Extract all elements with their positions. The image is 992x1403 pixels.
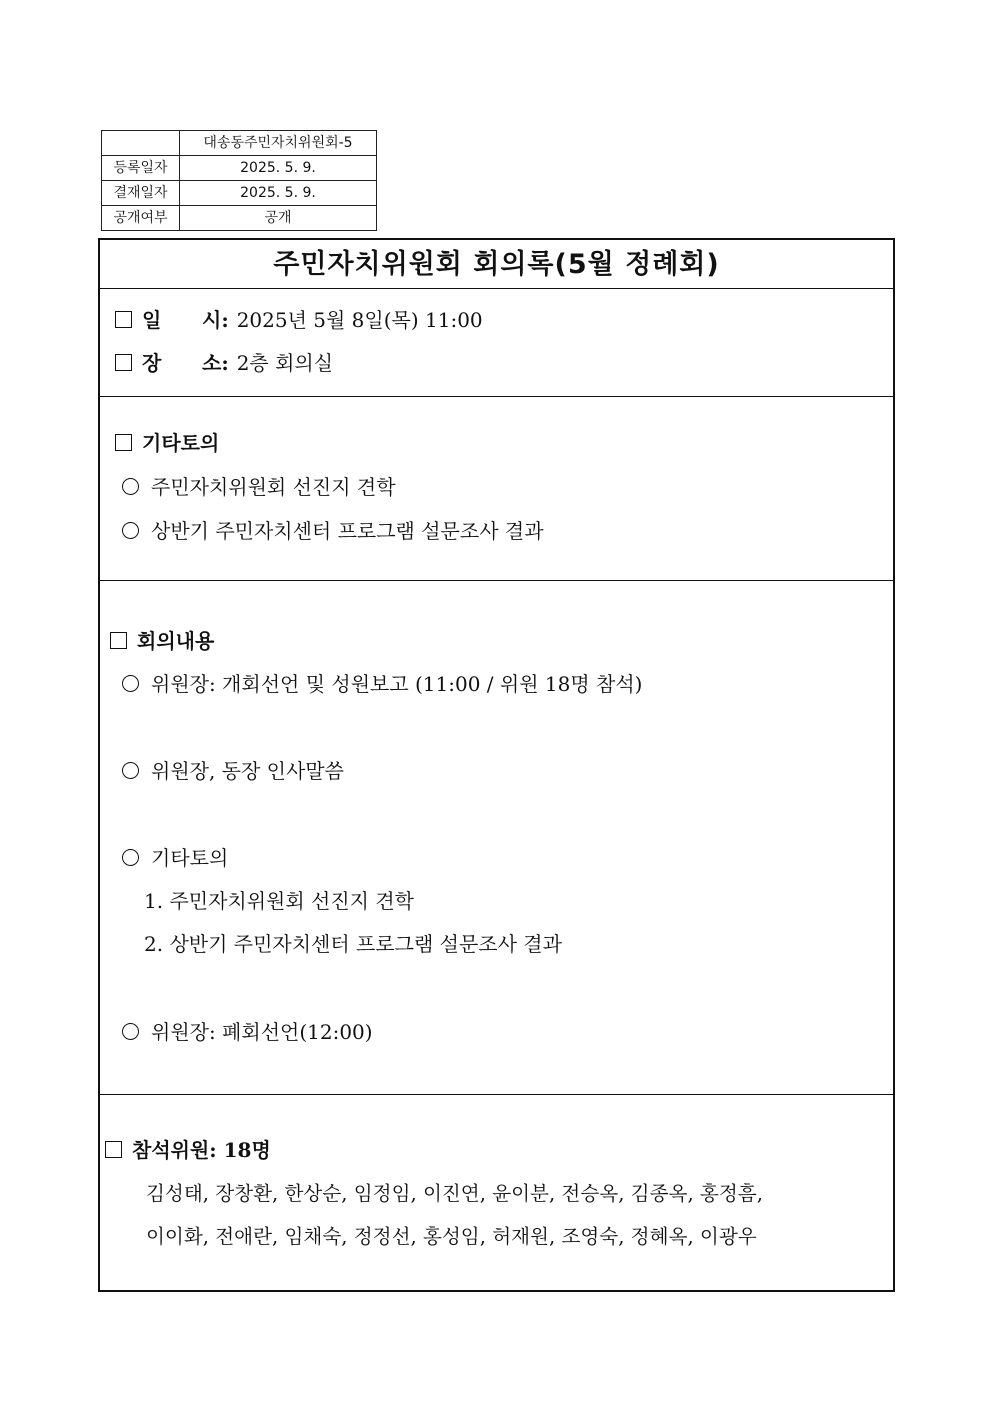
minutes-document [98,238,895,1292]
meeting-sub-item: 2. 상반기 주민자치센터 프로그램 설문조사 결과 [144,932,562,956]
meeting-item-greeting-text: 위원장, 동장 인사말씀 [151,759,344,783]
checkbox-square-icon [115,434,132,451]
disclosure-row [102,206,377,231]
document-title: 주민자치위원회 회의록(5월 정례회) [100,240,893,289]
datetime-line [115,307,483,333]
schedule-section [100,289,893,397]
other-topics-section [100,397,893,581]
attendees-names-line-2: 이이화, 전애란, 임채숙, 정정선, 홍성임, 허재원, 조영숙, 정혜옥, 이광우 [146,1225,757,1248]
other-topic-item [122,474,396,500]
meeting-content-section [100,581,893,1095]
place-line [115,350,333,376]
meeting-item-opening [122,671,642,697]
place-value: 2층 회의실 [236,351,334,375]
place-label-2: 소: [202,351,229,375]
meeting-item-opening-text: 위원장: 개회선언 및 성원보고 (11:00 / 위원 18명 참석) [151,672,643,696]
other-topics-heading-text: 기타토의 [142,431,220,455]
meeting-sub-item: 1. 주민자치위원회 선진지 견학 [144,889,414,913]
meeting-item-other-topics-text: 기타토의 [151,846,229,870]
circle-bullet-icon [122,1023,139,1040]
doc-id-label-cell [102,131,180,156]
attendees-section [100,1095,893,1290]
other-topic-item-text: 주민자치위원회 선진지 견학 [151,475,396,499]
checkbox-square-icon [115,311,132,328]
meeting-content-heading [110,628,214,654]
circle-bullet-icon [122,478,139,495]
doc-id-row [102,131,377,156]
datetime-label-2: 시: [202,308,229,332]
disclosure-value: 공개 [180,206,377,231]
doc-id-value: 대송동주민자치위원회-5 [180,131,377,156]
circle-bullet-icon [122,762,139,779]
registration-date-label: 등록일자 [102,156,180,181]
attendees-heading-text: 참석위원: 18명 [132,1138,271,1162]
meeting-item-other-topics [122,845,228,871]
other-topic-item-text: 상반기 주민자치센터 프로그램 설문조사 결과 [151,519,544,543]
attendees-names-line-1: 김성태, 장창환, 한상순, 임정임, 이진연, 윤이분, 전승옥, 김종옥, 홍정흠, [146,1182,763,1205]
checkbox-square-icon [115,354,132,371]
meeting-content-heading-text: 회의내용 [137,629,215,653]
place-label-1: 장 [142,351,162,375]
datetime-value: 2025년 5월 8일(목) 11:00 [236,308,483,332]
datetime-label-1: 일 [142,308,162,332]
attendees-heading [105,1137,271,1163]
checkbox-square-icon [105,1141,122,1158]
circle-bullet-icon [122,522,139,539]
other-topics-heading [115,430,219,456]
document-info-table [101,130,377,231]
registration-date-value: 2025. 5. 9. [180,156,377,181]
checkbox-square-icon [110,632,127,649]
registration-date-row [102,156,377,181]
circle-bullet-icon [122,849,139,866]
meeting-item-greeting [122,758,344,784]
meeting-item-closing-text: 위원장: 폐회선언(12:00) [151,1020,373,1044]
other-topic-item [122,518,544,544]
approval-date-value: 2025. 5. 9. [180,181,377,206]
disclosure-label: 공개여부 [102,206,180,231]
approval-date-row [102,181,377,206]
approval-date-label: 결재일자 [102,181,180,206]
circle-bullet-icon [122,675,139,692]
meeting-item-closing [122,1019,373,1045]
